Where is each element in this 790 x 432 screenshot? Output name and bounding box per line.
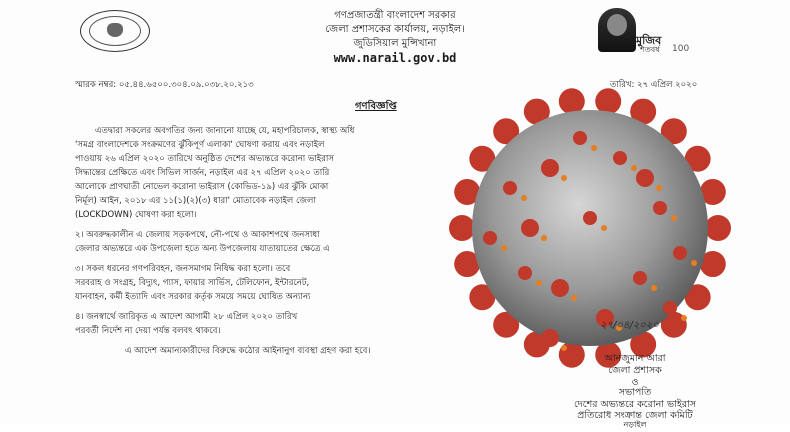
body-line: ২। অবরুদ্ধকালীন এ জেলায় সড়কপথে, নৌ-পথে ও আকাশপথে জনসাধা [75,230,320,240]
body-line: এতদ্বারা সকলের অবগতির জন্য জানানো যাচ্ছে যে, মহাপরিচালক, স্বাস্থ্য অধি [95,126,355,136]
signatory-designation: জেলা প্রশাসক [608,365,662,376]
committee-line-2: প্রতিরোধ সংক্রান্ত জেলা কমিটি [577,410,693,421]
virus-surface-protein [613,151,627,165]
header-line-1: গণপ্রজাতন্ত্রী বাংলাদেশ সরকার [334,10,456,21]
body-line: সিদ্ধান্তের প্রেক্ষিতে এবং সিভিল সার্জন, নড়াইল এর ২৭ এপ্রিল ২০২০ তারি [75,168,330,178]
virus-surface-protein [521,219,539,237]
body-line: জেলার অভ্যন্তরে এক উপজেলা হতে অন্য উপজেলায় যাতায়াতের ক্ষেত্রে এ [75,244,330,254]
virus-surface-dot [536,280,542,286]
virus-surface-protein [541,329,559,347]
virus-surface-dot [671,215,677,221]
body-line: এ আদেশ অমান্যকারীদের বিরুদ্ধে কঠোর আইনানুগ ব্যবস্থা গ্রহণ করা হবে। [125,346,371,356]
logo-subtext: শতবর্ষ [640,45,660,54]
virus-surface-protein [583,211,597,225]
virus-spike [449,215,475,241]
virus-surface-dot [631,165,637,171]
virus-surface-protein [663,301,677,315]
virus-surface-dot [591,145,597,151]
body-line: ৪। জনস্বার্থে জারিকৃত এ আদেশ আগামী ২৮ এপ্রিল ২০২০ তারিখ [75,312,298,322]
signatory-name: আনজুমান আরা [604,353,666,364]
header-line-3: জুডিসিয়াল মুন্সিখানা [353,38,437,49]
virus-surface-dot [681,315,687,321]
logo-number: 100 [672,44,690,54]
memo-number: স্মারক নম্বর: ০৫.৪৪.৬৫০০.৩০৪.০৯.০৩৮.২০.২১৩ [75,80,254,90]
committee-place: নড়াইল [623,420,647,429]
government-seal-icon [80,10,150,52]
virus-surface-protein [483,231,497,245]
body-line: আলোকে প্রাণঘাতী নোভেল করোনা ভাইরাস (কোভিড-১৯) এর ঝুঁকি মোকা [75,182,329,192]
virus-surface-protein [673,246,687,260]
body-line: (LOCKDOWN) ঘোষণা করা হলো। [75,210,197,220]
virus-surface-dot [691,260,697,266]
virus-surface-dot [601,225,607,231]
handwritten-signature: ২৭/০৪/২০২০ [600,320,659,331]
virus-surface-protein [503,181,517,195]
signatory-and: ও [631,377,639,388]
committee-line-1: দেশের অভ্যন্তরে করোনা ভাইরাস [573,399,697,410]
virus-surface-protein [518,266,532,280]
website-url[interactable]: www.narail.gov.bd [333,51,457,65]
body-line: পাওয়ায় ২৬ এপ্রিল ২০২০ তারিখে অনুষ্ঠিত দেশের অভ্যন্তরে করোনা ভাইরাস [75,154,334,164]
memo-date: তারিখ: ২৭ এপ্রিল ২০২০ [610,80,698,90]
body-line: 'সমগ্র বাংলাদেশকে সংক্রমণের ঝুঁকিপূর্ণ এলাকা' ঘোষণা করায় এবং নড়াইল [75,140,325,150]
virus-surface-dot [521,195,527,201]
virus-surface-dot [651,285,657,291]
body-line: পরবর্তী নির্দেশ না দেয়া পর্যন্ত বলবৎ থাকবে। [75,326,221,336]
body-line: ৩। সকল ধরনের গণপরিবহন, জনসমাগম নিষিদ্ধ করা হলো। তবে [75,264,291,274]
virus-surface-protein [551,279,569,297]
virus-surface-protein [633,271,647,285]
virus-surface-protein [573,131,587,145]
virus-surface-dot [541,235,547,241]
body-line: সরবরাহ ও সংগ্রহ, বিদ্যুৎ, গ্যাস, ফায়ার সার্ভিস, টেলিফোন, ইন্টারনেট, [75,278,310,288]
body-line: নির্মূল) আইন, ২০১৮ এর ১১(১)(২)(৩) ধারা' মোতাবেক নড়াইল জেলা [75,196,316,206]
virus-surface-protein [653,201,667,215]
signatory-role: সভাপতি [618,387,652,398]
coronavirus-icon [430,78,750,378]
body-line: যানবাহন, কর্মী ইত্যাদি এবং সরকার কর্তৃক সময়ে সময়ে ঘোষিত অন্যান্য [75,292,311,302]
header-line-2: জেলা প্রশাসকের কার্যালয়, নড়াইল। [325,24,465,35]
virus-surface-dot [561,175,567,181]
virus-surface-dot [656,185,662,191]
virus-spike [705,215,731,241]
virus-surface-protein [636,169,654,187]
portrait-logo-icon [598,8,636,52]
virus-surface-dot [501,245,507,251]
notice-title: গণবিজ্ঞপ্তি [355,101,397,112]
virus-surface-dot [571,295,577,301]
virus-surface-dot [561,345,567,351]
mujib-logo-text: মুজিব [636,34,662,47]
virus-surface-protein [541,159,559,177]
